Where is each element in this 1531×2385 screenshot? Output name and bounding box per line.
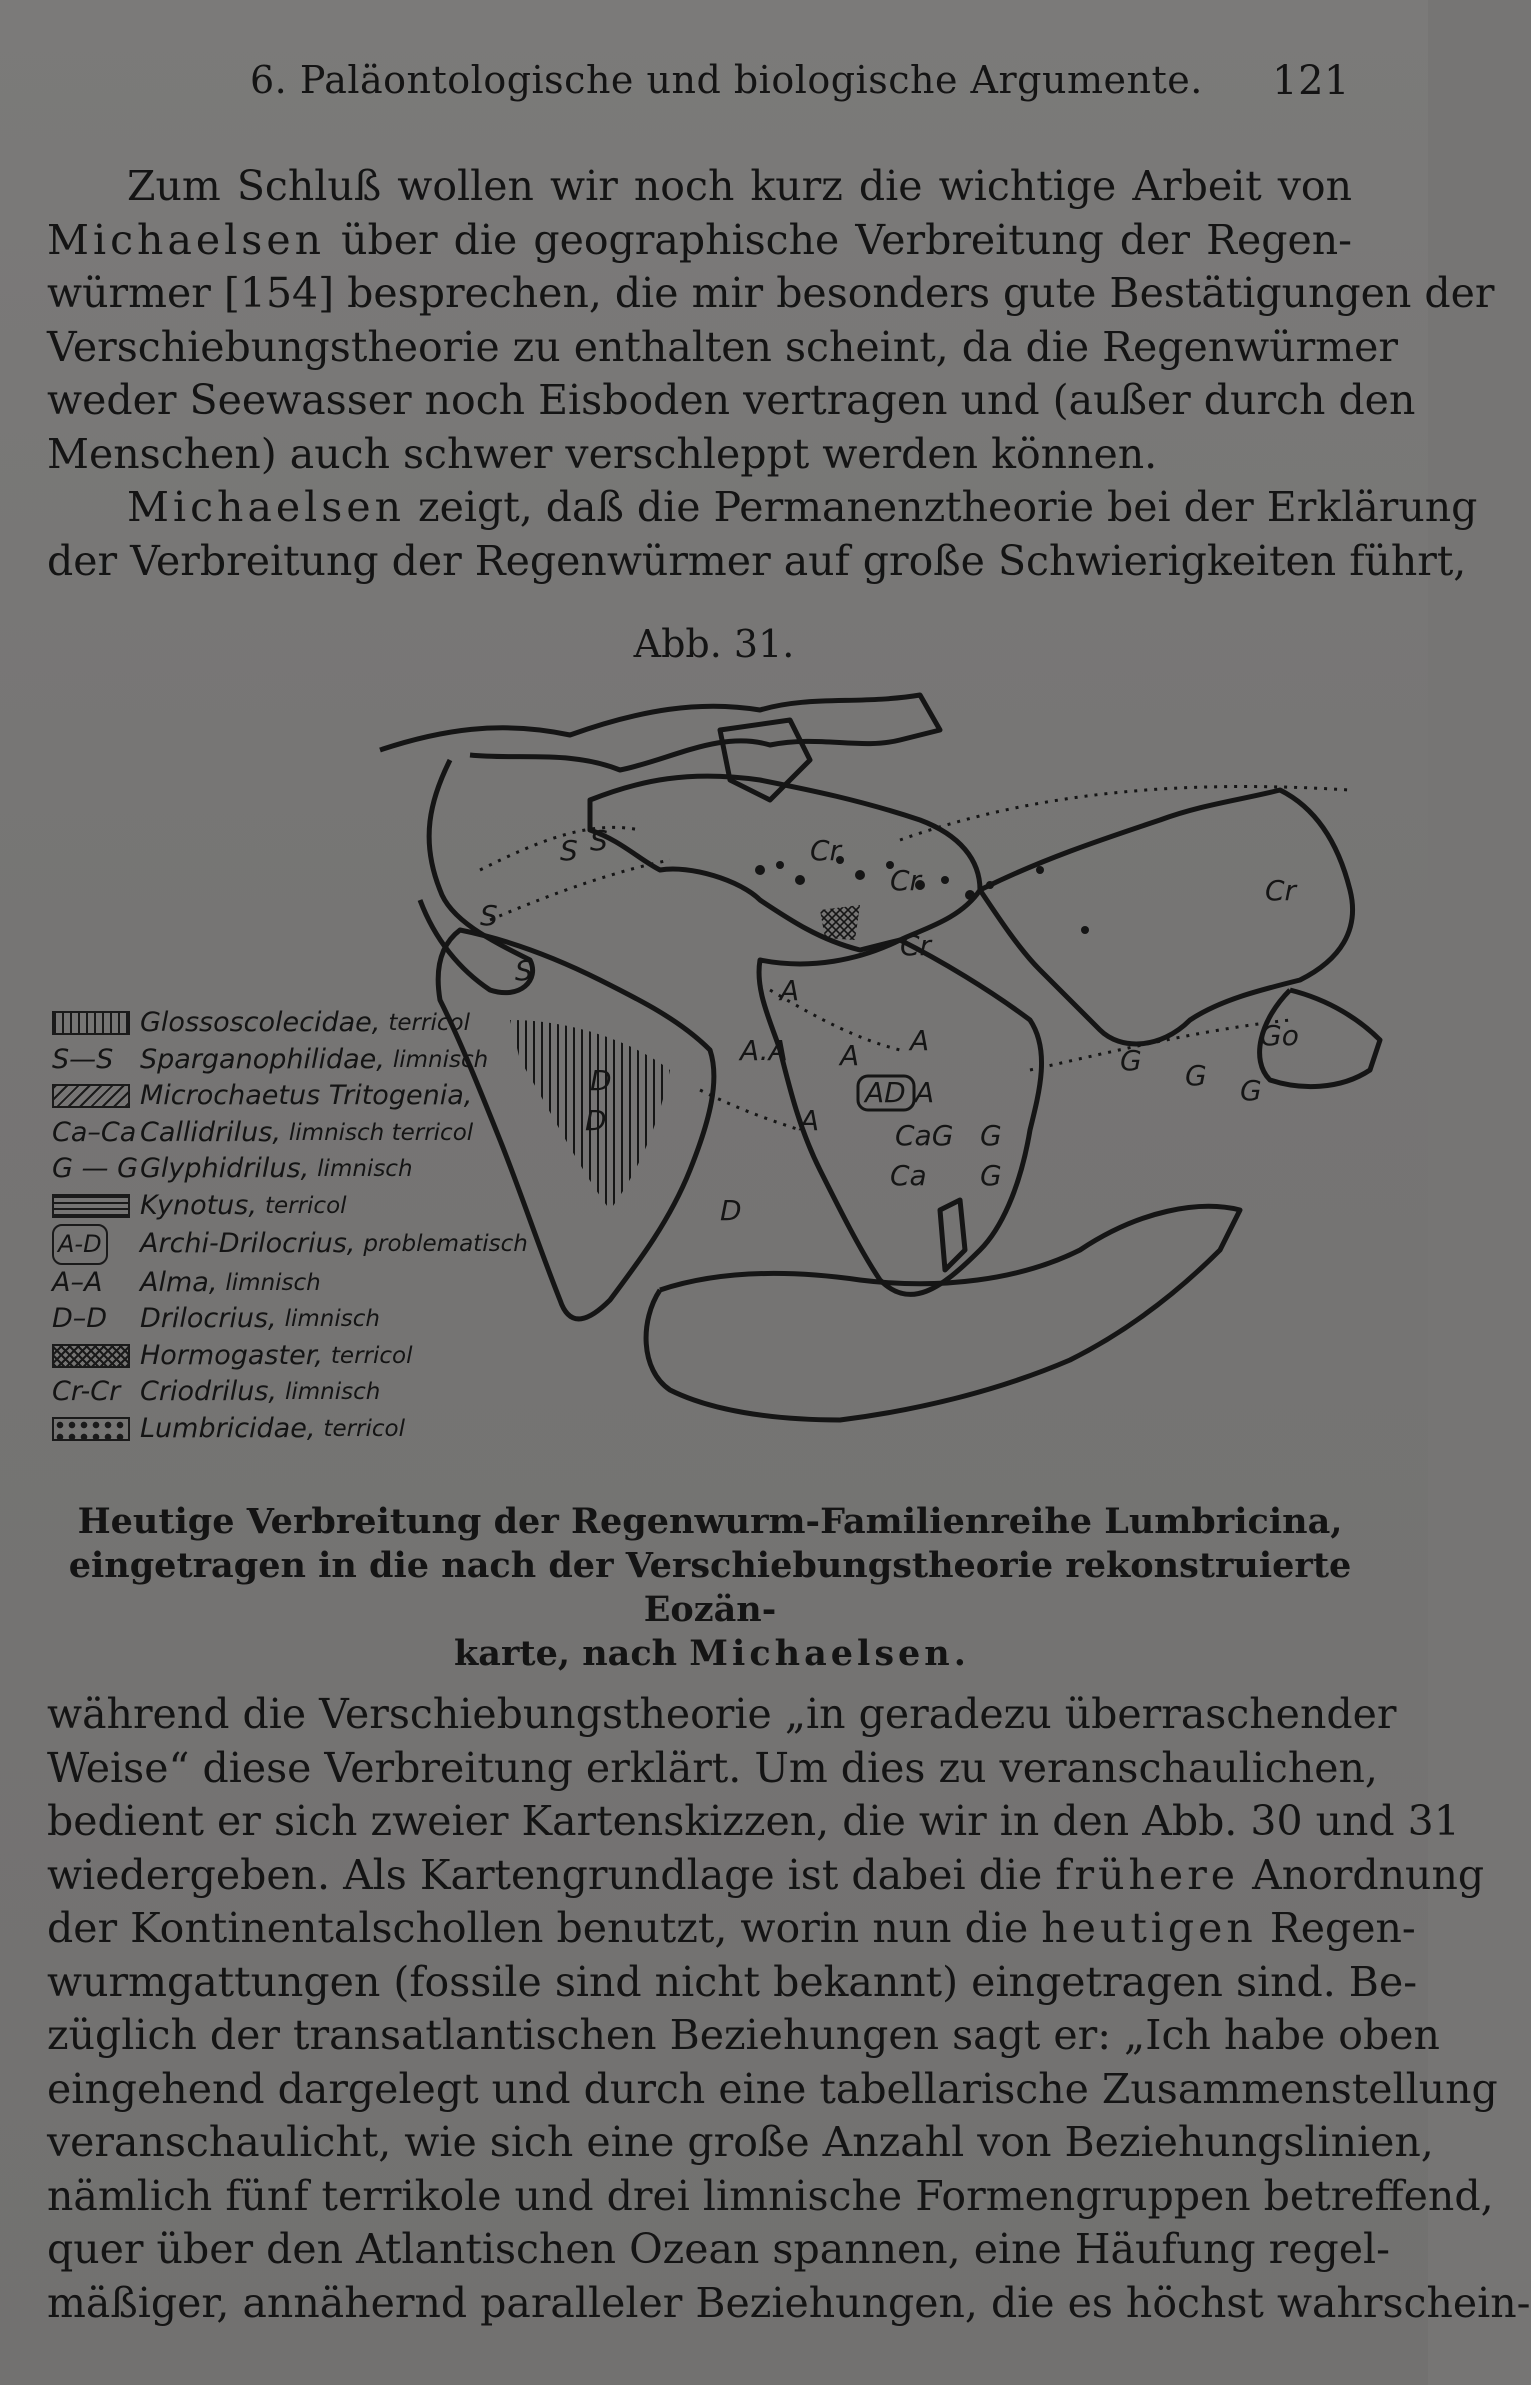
legend-key — [52, 1301, 140, 1338]
dot — [855, 870, 865, 880]
legend-name: Criodrilus, — [140, 1376, 277, 1407]
label-S-3: S — [480, 899, 498, 932]
legend-name: Callidrilus, — [140, 1116, 281, 1148]
figure-label: Abb. 31. — [633, 622, 795, 666]
legend-note: problematisch — [363, 1231, 528, 1257]
text-line — [47, 481, 1478, 535]
label-G-5: G — [1240, 1074, 1262, 1107]
legend-name: Sparganophilidae, — [140, 1043, 385, 1075]
dot — [755, 865, 765, 875]
legend-note: limnisch — [284, 1379, 381, 1405]
label-S-1: S — [560, 834, 578, 867]
label-S-2: S — [590, 824, 608, 857]
map-madagascar — [940, 1200, 965, 1270]
text-line: züglich der transatlantischen Beziehungen sagt er: „Ich habe oben — [47, 2011, 1440, 2059]
legend-note: terricol — [264, 1192, 347, 1219]
chapter-title: 6. Paläontologische und biologische Argumente. — [250, 58, 1203, 102]
label-Cr-3: Cr — [900, 929, 932, 962]
caption-line — [60, 1632, 1360, 1676]
dot — [965, 890, 975, 900]
text-segment: heutigen — [1041, 1904, 1257, 1952]
legend-row — [52, 1151, 612, 1188]
text-line: würmer [154] besprechen, die mir besonders gute Bestätigungen der — [47, 269, 1495, 317]
legend-name: Glossoscolecidae, — [140, 1007, 381, 1038]
text-segment: über die geographische Verbreitung der Regen- — [325, 215, 1352, 264]
legend-name: Drilocrius, — [140, 1303, 277, 1334]
legend-row — [52, 1265, 612, 1302]
legend-code: A-D — [52, 1224, 108, 1265]
legend-note: limnisch — [392, 1046, 489, 1073]
hormogaster-area — [820, 905, 860, 940]
legend-code: G — G — [52, 1153, 139, 1184]
text-line: nämlich fünf terrikole und drei limnische Formengruppen betreffend, — [47, 2171, 1494, 2220]
label-Ca: Ca — [890, 1159, 927, 1192]
legend-row — [52, 1411, 612, 1448]
text-line: Weise“ diese Verbreitung erklärt. Um dies zu veranschaulichen, — [47, 1743, 1378, 1792]
legend-key — [52, 1115, 140, 1152]
legend-key — [52, 1224, 140, 1265]
legend-key — [52, 1344, 140, 1368]
legend-row — [52, 1042, 612, 1079]
label-A-3: A — [910, 1024, 930, 1057]
text-line: Verschiebungstheorie zu enthalten scheint, da die Regenwürmer — [47, 322, 1398, 371]
text-segment: Regen- — [1256, 1904, 1416, 1952]
dot — [941, 876, 949, 884]
legend-code: Cr-Cr — [52, 1376, 121, 1407]
legend-swatch — [52, 1344, 130, 1368]
text-line: eingehend dargelegt und durch eine tabellarische Zusammenstellung — [47, 2064, 1498, 2113]
caption-segment: . — [953, 1633, 966, 1674]
text-line — [47, 1902, 1416, 1956]
text-line: Menschen) auch schwer verschleppt werden können. — [47, 429, 1158, 478]
legend-row — [52, 1301, 612, 1338]
legend-key — [52, 1417, 140, 1441]
label-G-1: G — [980, 1119, 1002, 1152]
legend-note: limnisch terricol — [288, 1119, 474, 1146]
paragraph-3 — [47, 1688, 1531, 2330]
legend-name: Microchaetus Tritogenia, — [140, 1080, 473, 1111]
text-line: weder Seewasser noch Eisboden vertragen und (außer durch den — [47, 376, 1416, 424]
legend-row — [52, 1005, 612, 1042]
dot — [1036, 866, 1044, 874]
map-legend — [52, 1005, 612, 1447]
text-segment: wiedergeben. Als Kartengrundlage ist dabei die — [47, 1850, 1056, 1899]
dot — [776, 861, 784, 869]
text-line: veranschaulicht, wie sich eine große Anzahl von Beziehungslinien, — [47, 2118, 1434, 2166]
page-number: 121 — [1272, 58, 1350, 104]
caption-segment: Michaelsen — [689, 1633, 954, 1674]
label-Cr-2: Cr — [890, 864, 922, 897]
text-segment: Michaelsen — [127, 483, 405, 531]
label-A-2: A — [840, 1039, 860, 1072]
legend-note: terricol — [330, 1342, 413, 1369]
legend-note: terricol — [323, 1415, 405, 1442]
label-CaG: CaG — [895, 1119, 954, 1152]
label-AA: A.A — [740, 1034, 788, 1067]
text-line — [47, 214, 1352, 268]
text-line: mäßiger, annähernd paralleler Beziehungen, die es höchst wahrschein- — [47, 2278, 1531, 2327]
text-line: wurmgattungen (fossile sind nicht bekannt) eingetragen sind. Be- — [47, 1957, 1418, 2006]
legend-row — [52, 1224, 612, 1265]
legend-note: limnisch — [317, 1156, 413, 1182]
text-line: Zum Schluß wollen wir noch kurz die wichtige Arbeit von — [127, 162, 1352, 210]
legend-name: Glyphidrilus, — [140, 1153, 310, 1184]
text-line — [47, 1849, 1485, 1903]
paragraph-1 — [47, 160, 1495, 481]
legend-name: Alma, — [140, 1266, 218, 1298]
text-line: bedient er sich zweier Kartenskizzen, die wir in den Abb. 30 und 31 — [47, 1797, 1460, 1845]
legend-row — [52, 1078, 612, 1115]
label-Cr-1: Cr — [810, 834, 842, 867]
legend-key — [52, 1011, 140, 1035]
label-A-1: A — [780, 974, 800, 1007]
legend-row — [52, 1188, 612, 1225]
label-AD: AD — [865, 1076, 906, 1109]
legend-row — [52, 1115, 612, 1152]
label-G-4: G — [1185, 1059, 1207, 1092]
text-line: während die Verschiebungstheorie „in geradezu überraschender — [47, 1690, 1397, 1738]
text-segment: Anordnung — [1239, 1850, 1485, 1899]
legend-code: Ca–Ca — [52, 1116, 137, 1148]
legend-key — [52, 1084, 140, 1108]
legend-note: limnisch — [225, 1269, 321, 1296]
map-north-coast — [380, 695, 940, 770]
legend-key — [52, 1194, 140, 1218]
label-S-4: S — [515, 954, 533, 987]
text-segment: Michaelsen — [47, 215, 325, 264]
label-A-5: A — [915, 1076, 935, 1109]
legend-key — [52, 1265, 140, 1302]
legend-swatch — [52, 1084, 130, 1108]
paragraph-2 — [47, 481, 1478, 588]
relation-line-south — [700, 1090, 800, 1130]
legend-name: Kynotus, — [140, 1189, 257, 1221]
lumbricidae-dots — [755, 856, 1089, 934]
legend-name: Hormogaster, — [140, 1339, 323, 1371]
dot — [795, 875, 805, 885]
legend-note: limnisch — [284, 1306, 380, 1332]
legend-note: terricol — [388, 1010, 470, 1036]
dot — [1081, 926, 1089, 934]
text-segment: der Kontinentalschollen benutzt, worin nun die — [47, 1904, 1042, 1952]
caption-line: Heutige Verbreitung der Regenwurm-Familienreihe Lumbricina, — [77, 1501, 1343, 1542]
legend-swatch — [52, 1194, 130, 1218]
legend-row — [52, 1338, 612, 1375]
legend-name: Lumbricidae, — [140, 1412, 316, 1444]
label-Go: Go — [1260, 1019, 1299, 1052]
dot — [986, 881, 994, 889]
legend-key — [52, 1042, 140, 1079]
caption-segment: karte, nach — [454, 1633, 690, 1674]
label-A-4: A — [800, 1104, 820, 1137]
map-asia — [980, 790, 1353, 1044]
label-G-3: G — [1120, 1044, 1142, 1077]
legend-key — [52, 1151, 140, 1188]
map-europe — [590, 776, 980, 950]
label-D-2: D — [585, 1104, 607, 1137]
relation-line-atlantic-2 — [490, 860, 670, 920]
legend-code: S—S — [52, 1043, 114, 1075]
legend-row — [52, 1374, 612, 1411]
legend-code: A–A — [52, 1266, 103, 1298]
caption-line: eingetragen in die nach der Verschiebungstheorie rekonstruierte Eozän- — [68, 1545, 1352, 1630]
legend-code: D–D — [52, 1303, 108, 1334]
legend-swatch — [52, 1011, 130, 1035]
text-line: quer über den Atlantischen Ozean spannen, eine Häufung regel- — [47, 2225, 1390, 2273]
label-Cr-4: Cr — [1265, 874, 1297, 907]
legend-name: Archi-Drilocrius, — [140, 1228, 356, 1259]
text-segment: frühere — [1055, 1850, 1240, 1899]
figure-caption — [60, 1500, 1360, 1676]
text-segment: zeigt, daß die Permanenztheorie bei der Erklärung — [405, 483, 1478, 531]
text-line: der Verbreitung der Regenwürmer auf große Schwierigkeiten führt, — [47, 536, 1467, 585]
relation-line-indian — [1030, 1020, 1290, 1070]
label-D-1: D — [590, 1064, 612, 1097]
label-G-2: G — [980, 1159, 1002, 1192]
label-D-3: D — [720, 1194, 742, 1227]
legend-key — [52, 1374, 140, 1411]
legend-swatch — [52, 1417, 130, 1441]
